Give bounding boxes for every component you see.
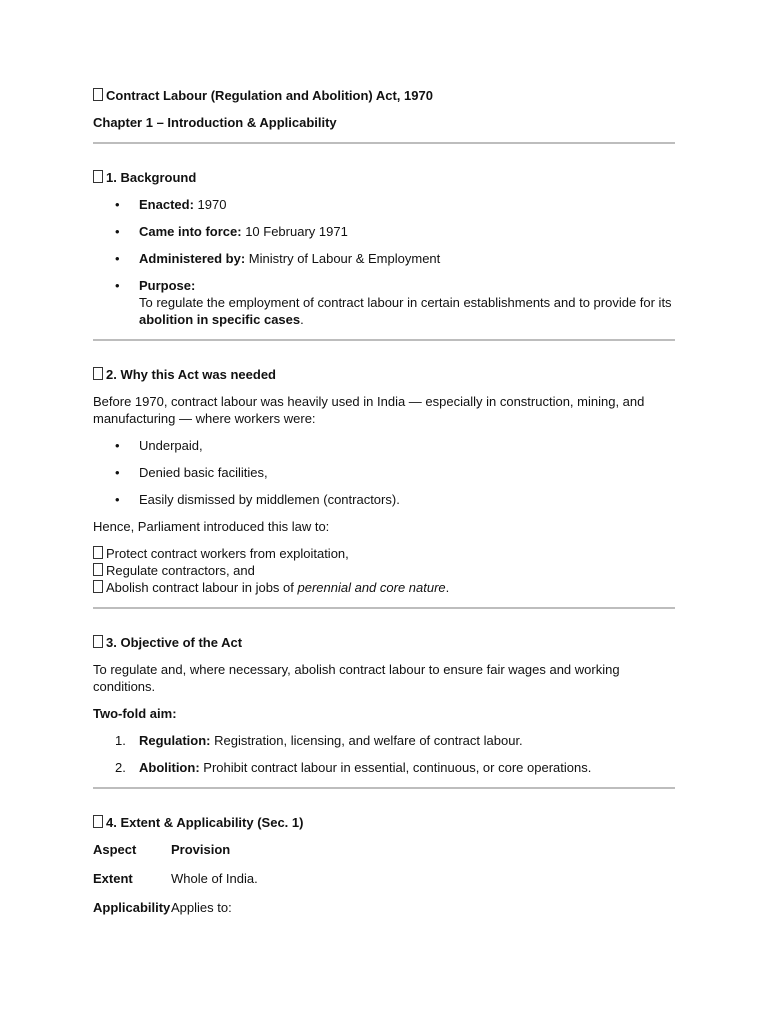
bullet-icon: • xyxy=(115,492,120,507)
aim-line: Regulate contractors, and xyxy=(93,562,675,579)
bullet-icon: • xyxy=(115,197,120,212)
paragraph-objective: To regulate and, where necessary, abolish contract labour to ensure fair wages and working conditions. xyxy=(93,662,620,694)
glyph-box-icon xyxy=(93,563,103,576)
list-item: • Denied basic facilities, xyxy=(115,465,268,480)
bullet-icon: • xyxy=(115,251,120,266)
list-item: • Underpaid, xyxy=(115,438,203,453)
glyph-box-icon xyxy=(93,815,103,828)
table-header-row: Aspect Provision xyxy=(93,842,231,857)
problems-list xyxy=(93,437,675,508)
bullet-icon: • xyxy=(115,438,120,453)
document-content xyxy=(93,87,675,916)
paragraph-hence: Hence, Parliament introduced this law to: xyxy=(93,519,330,534)
bullet-icon: • xyxy=(115,224,120,239)
document-title: Contract Labour (Regulation and Abolition) Act, 1970 xyxy=(93,87,675,104)
list-item: • Easily dismissed by middlemen (contractors). xyxy=(115,492,400,507)
list-item: • Administered by: Ministry of Labour & Employment xyxy=(115,251,441,266)
section-heading-why: 2. Why this Act was needed xyxy=(93,366,675,383)
extent-table xyxy=(93,841,258,916)
list-item: 2. Abolition: Prohibit contract labour in essential, continuous, or core operations. xyxy=(115,760,592,775)
list-item: • Enacted: 1970 xyxy=(115,197,227,212)
glyph-box-icon xyxy=(93,170,103,183)
background-list xyxy=(93,196,675,328)
glyph-box-icon xyxy=(93,88,103,101)
glyph-box-icon xyxy=(93,580,103,593)
bullet-icon: • xyxy=(115,278,120,293)
section-heading-extent: 4. Extent & Applicability (Sec. 1) xyxy=(93,814,675,831)
aim-line: Protect contract workers from exploitation, xyxy=(93,545,675,562)
table-row: Applicability Applies to: xyxy=(93,900,232,915)
glyph-box-icon xyxy=(93,635,103,648)
glyph-box-icon xyxy=(93,367,103,380)
aim-line: Abolish contract labour in jobs of perennial and core nature. xyxy=(93,579,675,596)
section-heading-background: 1. Background xyxy=(93,169,675,186)
list-item: 1. Regulation: Registration, licensing, and welfare of contract labour. xyxy=(115,733,523,748)
paragraph-intro: Before 1970, contract labour was heavily used in India — especially in construction, mining, and manufacturing — where workers were: xyxy=(93,394,645,426)
objective-list xyxy=(93,732,675,776)
bullet-icon: • xyxy=(115,465,120,480)
list-item: • Came into force: 10 February 1971 xyxy=(115,224,348,239)
section-heading-objective: 3. Objective of the Act xyxy=(93,634,675,651)
twofold-label: Two-fold aim: xyxy=(93,706,177,721)
table-row: Extent Whole of India. xyxy=(93,871,258,886)
glyph-box-icon xyxy=(93,546,103,559)
list-item-purpose: • Purpose: To regulate the employment of contract labour in certain establishments and to provide for its abolition in specific cases. xyxy=(115,278,672,327)
chapter-heading: Chapter 1 – Introduction & Applicability xyxy=(93,115,337,130)
